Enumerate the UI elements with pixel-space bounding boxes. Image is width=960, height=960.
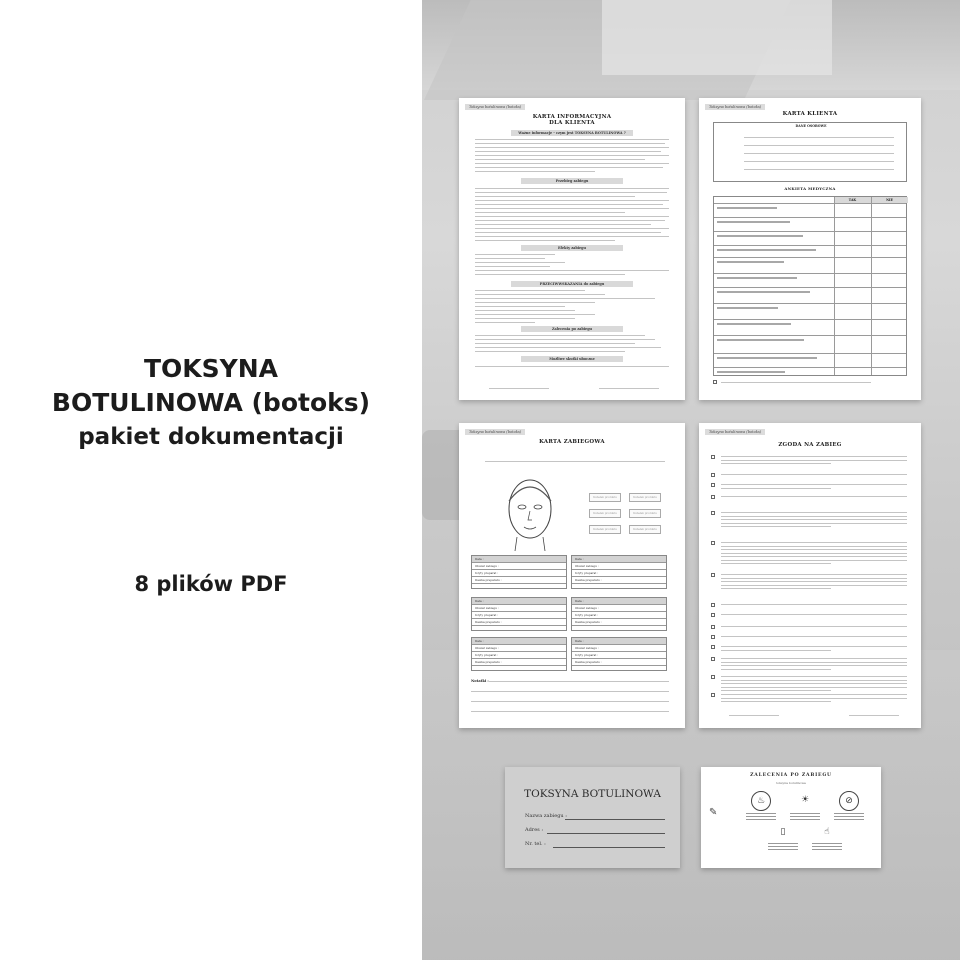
consent-checkbox[interactable] [711, 573, 715, 577]
consent-text-line [721, 574, 907, 575]
consent-checkbox[interactable] [711, 613, 715, 617]
treatment-entry-label: Data : [475, 639, 484, 643]
survey-question [717, 307, 778, 309]
survey-row-divider [714, 287, 906, 288]
text-line [475, 343, 635, 344]
text-line [475, 196, 635, 197]
document-tag: Toksyna botulinowa (botoks) [465, 429, 525, 435]
text-line [475, 270, 669, 271]
consent-text-line [721, 650, 831, 651]
consent-checkbox[interactable] [711, 455, 715, 459]
zone-box: Kubełek produktu [589, 525, 621, 534]
sauna-icon: ♨ [751, 791, 771, 811]
section-heading: Możliwe skutki uboczne [521, 356, 623, 362]
consent-text-line [721, 474, 907, 475]
field-line [744, 145, 894, 146]
text-line [475, 151, 661, 152]
treatment-entry-label: Obszar zabiegu : [575, 606, 599, 610]
treatment-entry-label: Użyty preparat : [475, 571, 499, 575]
consent-checkbox[interactable] [711, 511, 715, 515]
text-line [475, 171, 595, 172]
text-line [475, 262, 565, 263]
survey-row-divider [714, 303, 906, 304]
icon-caption [790, 813, 820, 821]
text-line [475, 339, 655, 340]
needle-icon: ✎ [709, 807, 718, 818]
document-info-sheet [459, 98, 685, 400]
text-line [475, 155, 669, 156]
personal-data-box [713, 122, 907, 182]
card-field-line [565, 819, 665, 820]
zone-box: Kubełek produktu [629, 525, 661, 534]
survey-row-divider [714, 203, 906, 204]
consent-text-line [721, 690, 831, 691]
consent-text-line [721, 698, 907, 699]
headline [0, 352, 422, 454]
consent-text-line [721, 546, 907, 547]
text-line [475, 200, 669, 201]
document-tag: Toksyna botulinowa (botoks) [705, 104, 765, 110]
survey-row-divider [714, 335, 906, 336]
treatment-entry-label: Obszar zabiegu : [575, 646, 599, 650]
survey-question [717, 261, 784, 263]
treatment-entry-label: Data : [475, 599, 484, 603]
notes-line [471, 701, 669, 702]
business-card-front [505, 767, 680, 868]
icon-caption [746, 813, 776, 821]
text-line [475, 224, 651, 225]
consent-checkbox[interactable] [711, 495, 715, 499]
field-line [744, 153, 894, 154]
headline-line-1: TOKSYNA [143, 354, 279, 383]
treatment-entry-row [572, 665, 666, 666]
sun-icon: ☀ [800, 795, 810, 805]
notes-line [471, 691, 669, 692]
document-consent-form [699, 423, 921, 728]
treatment-entry-label: Obszar zabiegu : [575, 564, 599, 568]
survey-row-divider [714, 257, 906, 258]
treatment-entry-table [571, 555, 667, 589]
section-heading: Ważne informacje - czym jest TOKSYNA BOTULINOWA ? [511, 130, 633, 136]
text-line [475, 232, 661, 233]
treatment-entry-row [472, 658, 566, 659]
text-line [721, 382, 871, 383]
aftercare-card [701, 767, 881, 868]
text-line [475, 228, 669, 229]
treatment-entry-row [572, 604, 666, 605]
zone-box: Kubełek produktu [629, 509, 661, 518]
mouth [524, 527, 536, 529]
treatment-entry-label: Dawka preparatu : [575, 620, 602, 624]
text-line [475, 143, 665, 144]
text-line [475, 366, 669, 367]
text-line [475, 212, 625, 213]
survey-question [717, 235, 803, 237]
treatment-entry-row [572, 644, 666, 645]
consent-text-line [721, 463, 831, 464]
treatment-entry-row [572, 562, 666, 563]
treatment-entry-row [572, 576, 666, 577]
column-divider [834, 197, 835, 375]
consent-checkbox[interactable] [711, 645, 715, 649]
card-field-label: Nr. tel. : [525, 841, 546, 847]
document-client-card [699, 98, 921, 400]
text-line [475, 347, 661, 348]
consent-checkbox[interactable] [713, 380, 717, 384]
consent-checkbox[interactable] [711, 603, 715, 607]
treatment-entry-row [572, 618, 666, 619]
section-heading: Efekty zabiegu [521, 245, 623, 251]
document-title [459, 114, 685, 126]
text-line [475, 258, 545, 259]
document-tag: Toksyna botulinowa (botoks) [465, 104, 525, 110]
nose [528, 511, 532, 520]
survey-question [717, 357, 817, 359]
treatment-entry-row [572, 651, 666, 652]
consent-checkbox[interactable] [711, 657, 715, 661]
icon-caption [834, 813, 864, 821]
treatment-entry-table [471, 597, 567, 631]
consent-text-line [721, 523, 907, 524]
text-line [475, 322, 535, 323]
zone-box: Kubełek produktu [589, 509, 621, 518]
text-line [475, 274, 625, 275]
face-diagram [495, 471, 565, 551]
section-heading: Zalecenia po zabiegu [521, 326, 623, 332]
consent-text-line [721, 560, 907, 561]
consent-text-line [721, 542, 907, 543]
treatment-entry-label: Dawka preparatu : [575, 578, 602, 582]
text-line [475, 139, 669, 140]
consent-text-line [721, 646, 907, 647]
text-line [475, 167, 663, 168]
consent-checkbox[interactable] [711, 473, 715, 477]
card-title: ZALECENIA PO ZABIEGU [750, 773, 832, 778]
consent-text-line [721, 526, 831, 527]
touch-icon: ☝ [824, 827, 830, 837]
text-line [475, 306, 565, 307]
left-eye [518, 505, 526, 509]
treatment-entry-row [472, 665, 566, 666]
treatment-entry-label: Obszar zabiegu : [475, 606, 499, 610]
consent-checkbox[interactable] [711, 675, 715, 679]
photo-background-light [602, 0, 832, 75]
survey-question [717, 323, 791, 325]
consent-text-line [721, 488, 831, 489]
consent-checkbox[interactable] [711, 635, 715, 639]
signature-line [849, 715, 899, 716]
text-line [475, 192, 667, 193]
survey-row-divider [714, 273, 906, 274]
treatment-entry-row [472, 618, 566, 619]
survey-question [717, 207, 777, 209]
consent-text-line [721, 658, 907, 659]
card-field-line [547, 833, 665, 834]
consent-text-line [721, 563, 831, 564]
text-line [475, 208, 669, 209]
consent-text-line [721, 460, 907, 461]
neck [515, 537, 545, 551]
medical-survey-table [713, 196, 907, 376]
text-line [475, 310, 575, 311]
icon-caption [768, 843, 798, 851]
document-treatment-card [459, 423, 685, 728]
treatment-entry-row [472, 604, 566, 605]
consent-text-line [721, 636, 907, 637]
text-line [475, 163, 669, 164]
consent-text-line [721, 578, 907, 579]
treatment-entry-label: Użyty preparat : [575, 613, 599, 617]
text-line [475, 318, 575, 319]
consent-text-line [721, 588, 831, 589]
treatment-entry-label: Data : [575, 639, 584, 643]
treatment-entry-table [571, 597, 667, 631]
treatment-entry-label: Dawka preparatu : [475, 620, 502, 624]
notes-line [489, 681, 669, 682]
consent-text-line [721, 604, 907, 605]
treatment-entry-label: Obszar zabiegu : [475, 646, 499, 650]
consent-text-line [721, 581, 907, 582]
consent-text-line [721, 484, 907, 485]
survey-row-divider [714, 245, 906, 246]
consent-text-line [721, 553, 907, 554]
section-heading: Przebieg zabiegu [521, 178, 623, 184]
icon-caption [812, 843, 842, 851]
consent-text-line [721, 519, 907, 520]
treatment-entry-row [572, 658, 666, 659]
document-title-line-1: KARTA INFORMACYJNA [532, 114, 612, 120]
text-line [475, 240, 615, 241]
survey-question [717, 371, 785, 373]
text-line [475, 335, 645, 336]
consent-text-line [721, 549, 907, 550]
text-line [475, 216, 669, 217]
text-line [475, 302, 595, 303]
consent-text-line [721, 680, 907, 681]
treatment-entry-table [471, 555, 567, 589]
field-line [485, 461, 665, 462]
treatment-entry-row [472, 625, 566, 626]
text-line [475, 188, 669, 189]
document-title: KARTA ZABIEGOWA [539, 439, 605, 445]
survey-row-divider [714, 319, 906, 320]
card-field-label: Adres : [525, 827, 544, 833]
text-line [475, 298, 655, 299]
treatment-entry-label: Data : [575, 557, 584, 561]
consent-text-line [721, 456, 907, 457]
medical-survey-heading: ANKIETA MEDYCZNA [784, 186, 836, 191]
survey-row-divider [714, 353, 906, 354]
consent-text-line [721, 676, 907, 677]
text-line [475, 254, 555, 255]
headline-line-3: pakiet dokumentacji [78, 424, 344, 450]
survey-question [717, 221, 790, 223]
consent-text-line [721, 687, 907, 688]
treatment-entry-row [572, 611, 666, 612]
consent-text-line [721, 669, 831, 670]
treatment-entry-label: Użyty preparat : [575, 571, 599, 575]
text-line [475, 351, 625, 352]
survey-question [717, 249, 816, 251]
consent-text-line [721, 626, 907, 627]
treatment-entry-label: Dawka preparatu : [475, 660, 502, 664]
file-count: 8 plików PDF [134, 572, 288, 596]
personal-data-heading: DANE OSOBOWE [795, 124, 827, 128]
treatment-entry-label: Użyty preparat : [575, 653, 599, 657]
treatment-entry-label: Data : [475, 557, 484, 561]
treatment-entry-row [572, 583, 666, 584]
treatment-entry-table [471, 637, 567, 671]
document-tag: Toksyna botulinowa (botoks) [705, 429, 765, 435]
field-line [744, 161, 894, 162]
treatment-entry-row [472, 583, 566, 584]
consent-checkbox[interactable] [711, 693, 715, 697]
consent-checkbox[interactable] [711, 625, 715, 629]
treatment-entry-label: Data : [575, 599, 584, 603]
text-line [475, 314, 595, 315]
zone-box: Kubełek produktu [589, 493, 621, 502]
signature-line [729, 715, 779, 716]
column-divider [871, 197, 872, 375]
treatment-entry-row [572, 625, 666, 626]
text-line [475, 236, 669, 237]
consent-text-line [721, 556, 907, 557]
intro-panel [0, 0, 422, 960]
headline-line-2: BOTULINOWA (botoks) [51, 388, 371, 417]
survey-row-divider [714, 217, 906, 218]
card-subtitle: toksyna botulinowa [776, 781, 806, 785]
treatment-entry-row [572, 569, 666, 570]
treatment-entry-row [472, 562, 566, 563]
right-eye [534, 505, 542, 509]
section-heading: PRZECIWWSKAZANIA do zabiegu [511, 281, 633, 287]
survey-question [717, 339, 804, 341]
notes-line [471, 711, 669, 712]
treatment-entry-label: Użyty preparat : [475, 653, 499, 657]
treatment-entry-row [472, 644, 566, 645]
treatment-entry-label: Dawka preparatu : [575, 660, 602, 664]
notes-label: Notatki : [471, 679, 489, 683]
consent-text-line [721, 614, 907, 615]
signature-line [599, 388, 659, 389]
survey-row-divider [714, 231, 906, 232]
treatment-entry-label: Obszar zabiegu : [475, 564, 499, 568]
consent-checkbox[interactable] [711, 483, 715, 487]
card-field-line [553, 847, 665, 848]
text-line [475, 159, 645, 160]
survey-question [717, 277, 797, 279]
card-field-label: Nazwa zabiegu : [525, 813, 567, 819]
document-title: KARTA KLIENTA [782, 111, 838, 117]
pill-icon: ▯ [780, 827, 786, 837]
product-photo [422, 0, 960, 960]
treatment-entry-row [472, 569, 566, 570]
text-line [475, 220, 665, 221]
column-no: NIE [871, 197, 908, 203]
zone-box: Kubełek produktu [629, 493, 661, 502]
text-line [475, 147, 669, 148]
field-line [744, 137, 894, 138]
signature-line [489, 388, 549, 389]
treatment-entry-table [571, 637, 667, 671]
treatment-entry-row [472, 576, 566, 577]
consent-text-line [721, 512, 907, 513]
column-yes: TAK [834, 197, 871, 203]
text-line [475, 294, 605, 295]
pressure-icon: ⊘ [839, 791, 859, 811]
text-line [475, 266, 550, 267]
text-line [475, 204, 663, 205]
document-title: ZGODA NA ZABIEG [778, 442, 842, 448]
consent-text-line [721, 516, 907, 517]
consent-text-line [721, 701, 831, 702]
consent-text-line [721, 694, 907, 695]
consent-text-line [721, 665, 907, 666]
survey-row-divider [714, 367, 906, 368]
consent-text-line [721, 496, 907, 497]
treatment-entry-row [472, 651, 566, 652]
consent-checkbox[interactable] [711, 541, 715, 545]
text-line [475, 290, 585, 291]
field-line [744, 169, 894, 170]
consent-text-line [721, 662, 907, 663]
treatment-entry-row [472, 611, 566, 612]
consent-text-line [721, 683, 907, 684]
treatment-entry-label: Dawka preparatu : [475, 578, 502, 582]
card-title: TOKSYNA BOTULINOWA [524, 788, 661, 800]
treatment-entry-label: Użyty preparat : [475, 613, 499, 617]
consent-text-line [721, 585, 907, 586]
survey-question [717, 291, 810, 293]
document-title-line-2: DLA KLIENTA [549, 120, 595, 126]
